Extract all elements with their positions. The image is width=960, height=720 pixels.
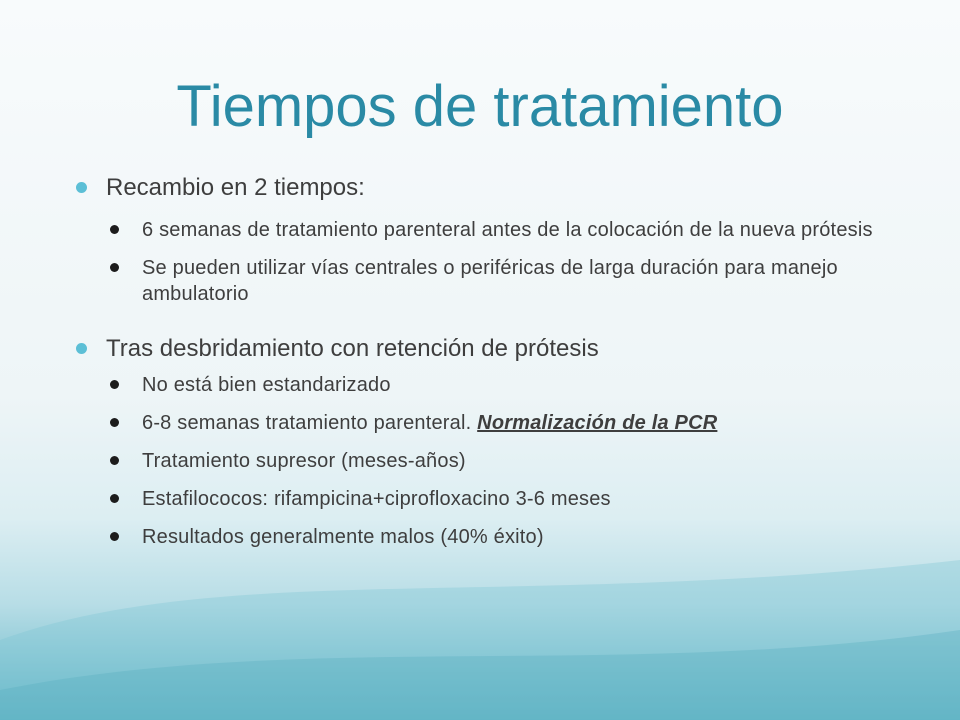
slide-title: Tiempos de tratamiento xyxy=(176,74,784,139)
sub-bullet xyxy=(106,486,876,512)
bullet-icon xyxy=(110,225,119,234)
sub-bullet-text: 6-8 semanas tratamiento parenteral. xyxy=(142,411,472,434)
sub-bullet-text: Se pueden utilizar vías centrales o periféricas de larga duración para manejo ambulatorio xyxy=(142,256,838,305)
sub-bullet-text: Estafilococos: rifampicina+ciprofloxacino 3-6 meses xyxy=(142,487,611,510)
sub-bullet-text: Tratamiento supresor (meses-años) xyxy=(142,449,466,472)
sub-bullet xyxy=(106,524,876,550)
bullet-icon xyxy=(110,532,119,541)
bullet-icon xyxy=(110,418,119,427)
bullet-recambio xyxy=(76,174,876,203)
bullet-list xyxy=(76,174,876,550)
bullet-icon xyxy=(76,343,87,354)
bullet-icon xyxy=(110,494,119,503)
sub-bullet xyxy=(106,448,876,474)
bullet-icon xyxy=(110,263,119,272)
bullet-icon xyxy=(110,380,119,389)
sub-bullet xyxy=(106,410,876,436)
bullet-icon xyxy=(110,456,119,465)
bullet-desbridamiento xyxy=(76,335,876,364)
sub-bullet xyxy=(106,255,876,307)
bullet-icon xyxy=(76,182,87,193)
emphasized-text: Normalización de la PCR xyxy=(477,411,718,434)
sub-bullet-text: 6 semanas de tratamiento parenteral antes de la colocación de la nueva prótesis xyxy=(142,218,873,241)
sub-bullet-text: No está bien estandarizado xyxy=(142,373,391,396)
sub-bullet xyxy=(106,217,876,243)
sub-bullet-text: Resultados generalmente malos (40% éxito) xyxy=(142,525,544,548)
bullet-text: Tras desbridamiento con retención de prótesis xyxy=(106,334,599,362)
sub-bullet xyxy=(106,372,876,398)
bullet-text: Recambio en 2 tiempos: xyxy=(106,174,365,201)
